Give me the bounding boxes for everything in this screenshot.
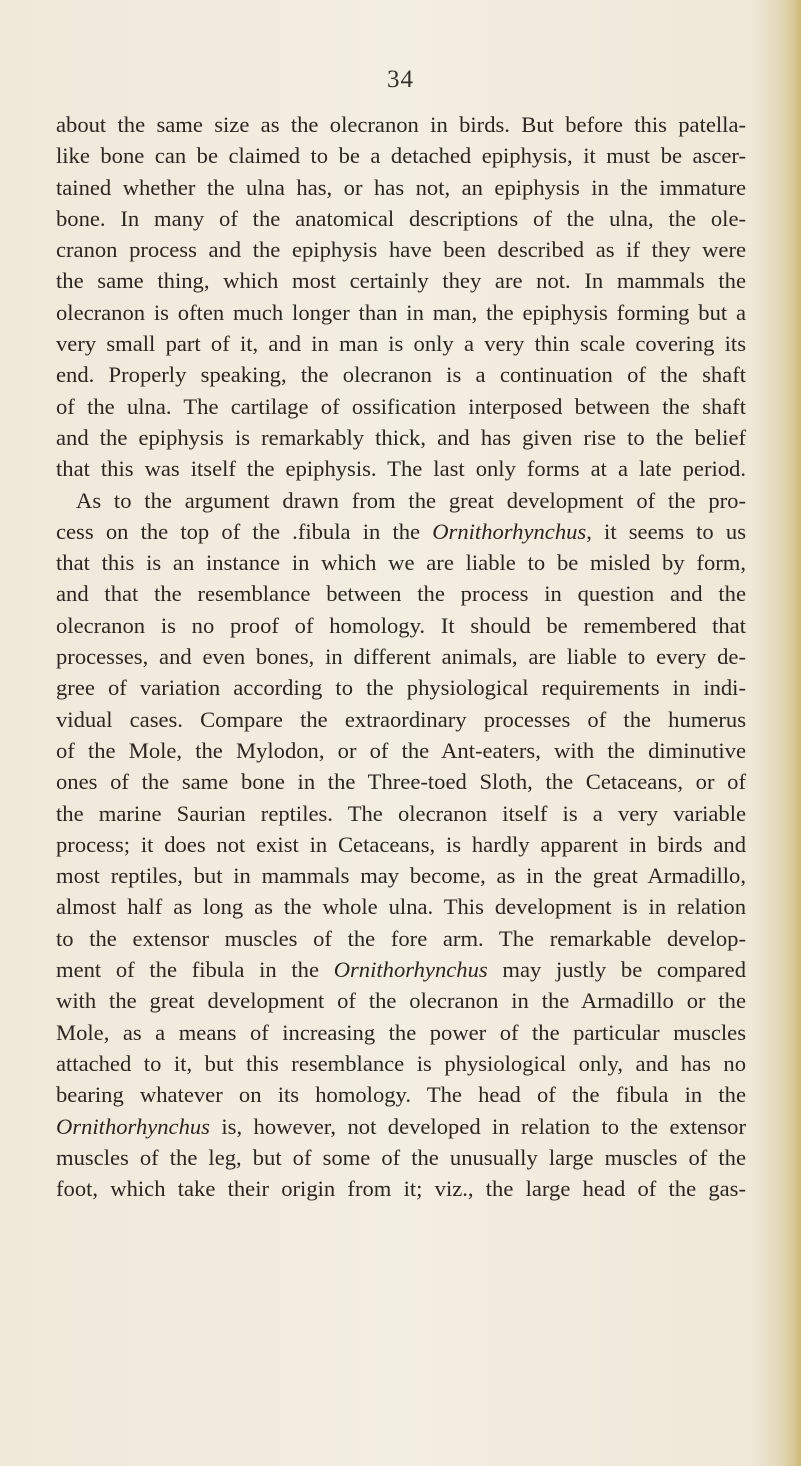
paragraph-start-line: As to the argument drawn from the great development of the pro- [76, 487, 746, 513]
text-line: and the epiphysis is remarkably thick, and has given rise to the belief [56, 424, 746, 450]
text-line: like bone can be claimed to be a detached epiphysis, it must be ascer- [56, 143, 746, 169]
text-line: the same thing, which most certainly they are not. In mammals the [56, 268, 746, 294]
text-line: vidual cases. Compare the extraordinary processes of the humerus [56, 706, 746, 732]
text-line: that this is an instance in which we are liable to be misled by form, [56, 550, 746, 576]
text-line: of the Mole, the Mylodon, or of the Ant-eaters, with the diminutive [56, 737, 746, 763]
text-line: processes, and even bones, in different animals, are liable to every de- [56, 644, 746, 670]
text-line: olecranon is no proof of homology. It should be remembered that [56, 612, 746, 638]
text-line: very small part of it, and in man is only a very thin scale covering its [56, 331, 746, 357]
text-line: most reptiles, but in mammals may become, as in the great Armadillo, [56, 863, 746, 889]
page-number: 34 [387, 66, 414, 93]
text-line: end. Properly speaking, the olecranon is a continuation of the shaft [56, 362, 746, 388]
text-line: bone. In many of the anatomical descriptions of the ulna, the ole- [56, 205, 746, 231]
body-text [56, 109, 746, 1204]
text-line: and that the resemblance between the process in question and the [56, 581, 746, 607]
text-line: gree of variation according to the physiological requirements in indi- [56, 675, 746, 701]
species-name: Ornithorhynchus [333, 957, 488, 983]
page-edge-shadow [783, 0, 801, 1466]
text-line: cess on the top of the .fibula in the Ornithorhynchus, it seems to us [56, 518, 746, 544]
text-line: cranon process and the epiphysis have been described as if they were [56, 237, 746, 263]
text-line: foot, which take their origin from it; viz., the large head of the gas- [56, 1176, 746, 1202]
text-line: muscles of the leg, but of some of the unusually large muscles of the [56, 1144, 746, 1170]
species-name: Ornithorhynchus [432, 518, 587, 544]
text-line: ones of the same bone in the Three-toed Sloth, the Cetaceans, or of [56, 769, 746, 795]
text-line: that this was itself the epiphysis. The last only forms at a late period. [56, 456, 746, 482]
text-line: Ornithorhynchus is, however, not developed in relation to the extensor [56, 1113, 746, 1139]
text-line: almost half as long as the whole ulna. This development is in relation [56, 894, 746, 920]
text-line: ment of the fibula in the Ornithorhynchus may justly be compared [56, 957, 746, 983]
text-line: olecranon is often much longer than in man, the epiphysis forming but a [56, 299, 746, 325]
text-line: about the same size as the olecranon in birds. But before this patella- [56, 112, 746, 137]
text-line: the marine Saurian reptiles. The olecranon itself is a very variable [56, 800, 746, 826]
text-line: Mole, as a means of increasing the power of the particular muscles [56, 1019, 746, 1045]
text-line: of the ulna. The cartilage of ossification interposed between the shaft [56, 393, 746, 419]
text-line: with the great development of the olecranon in the Armadillo or the [56, 988, 746, 1014]
text-line: to the extensor muscles of the fore arm. The remarkable develop- [56, 925, 746, 951]
text-line: tained whether the ulna has, or has not, an epiphysis in the immature [56, 174, 746, 200]
text-line: attached to it, but this resemblance is physiological only, and has no [56, 1050, 746, 1076]
text-line: process; it does not exist in Cetaceans, is hardly apparent in birds and [56, 831, 746, 857]
text-line: bearing whatever on its homology. The head of the fibula in the [56, 1082, 746, 1108]
species-name: Ornithorhynchus [56, 1113, 210, 1139]
